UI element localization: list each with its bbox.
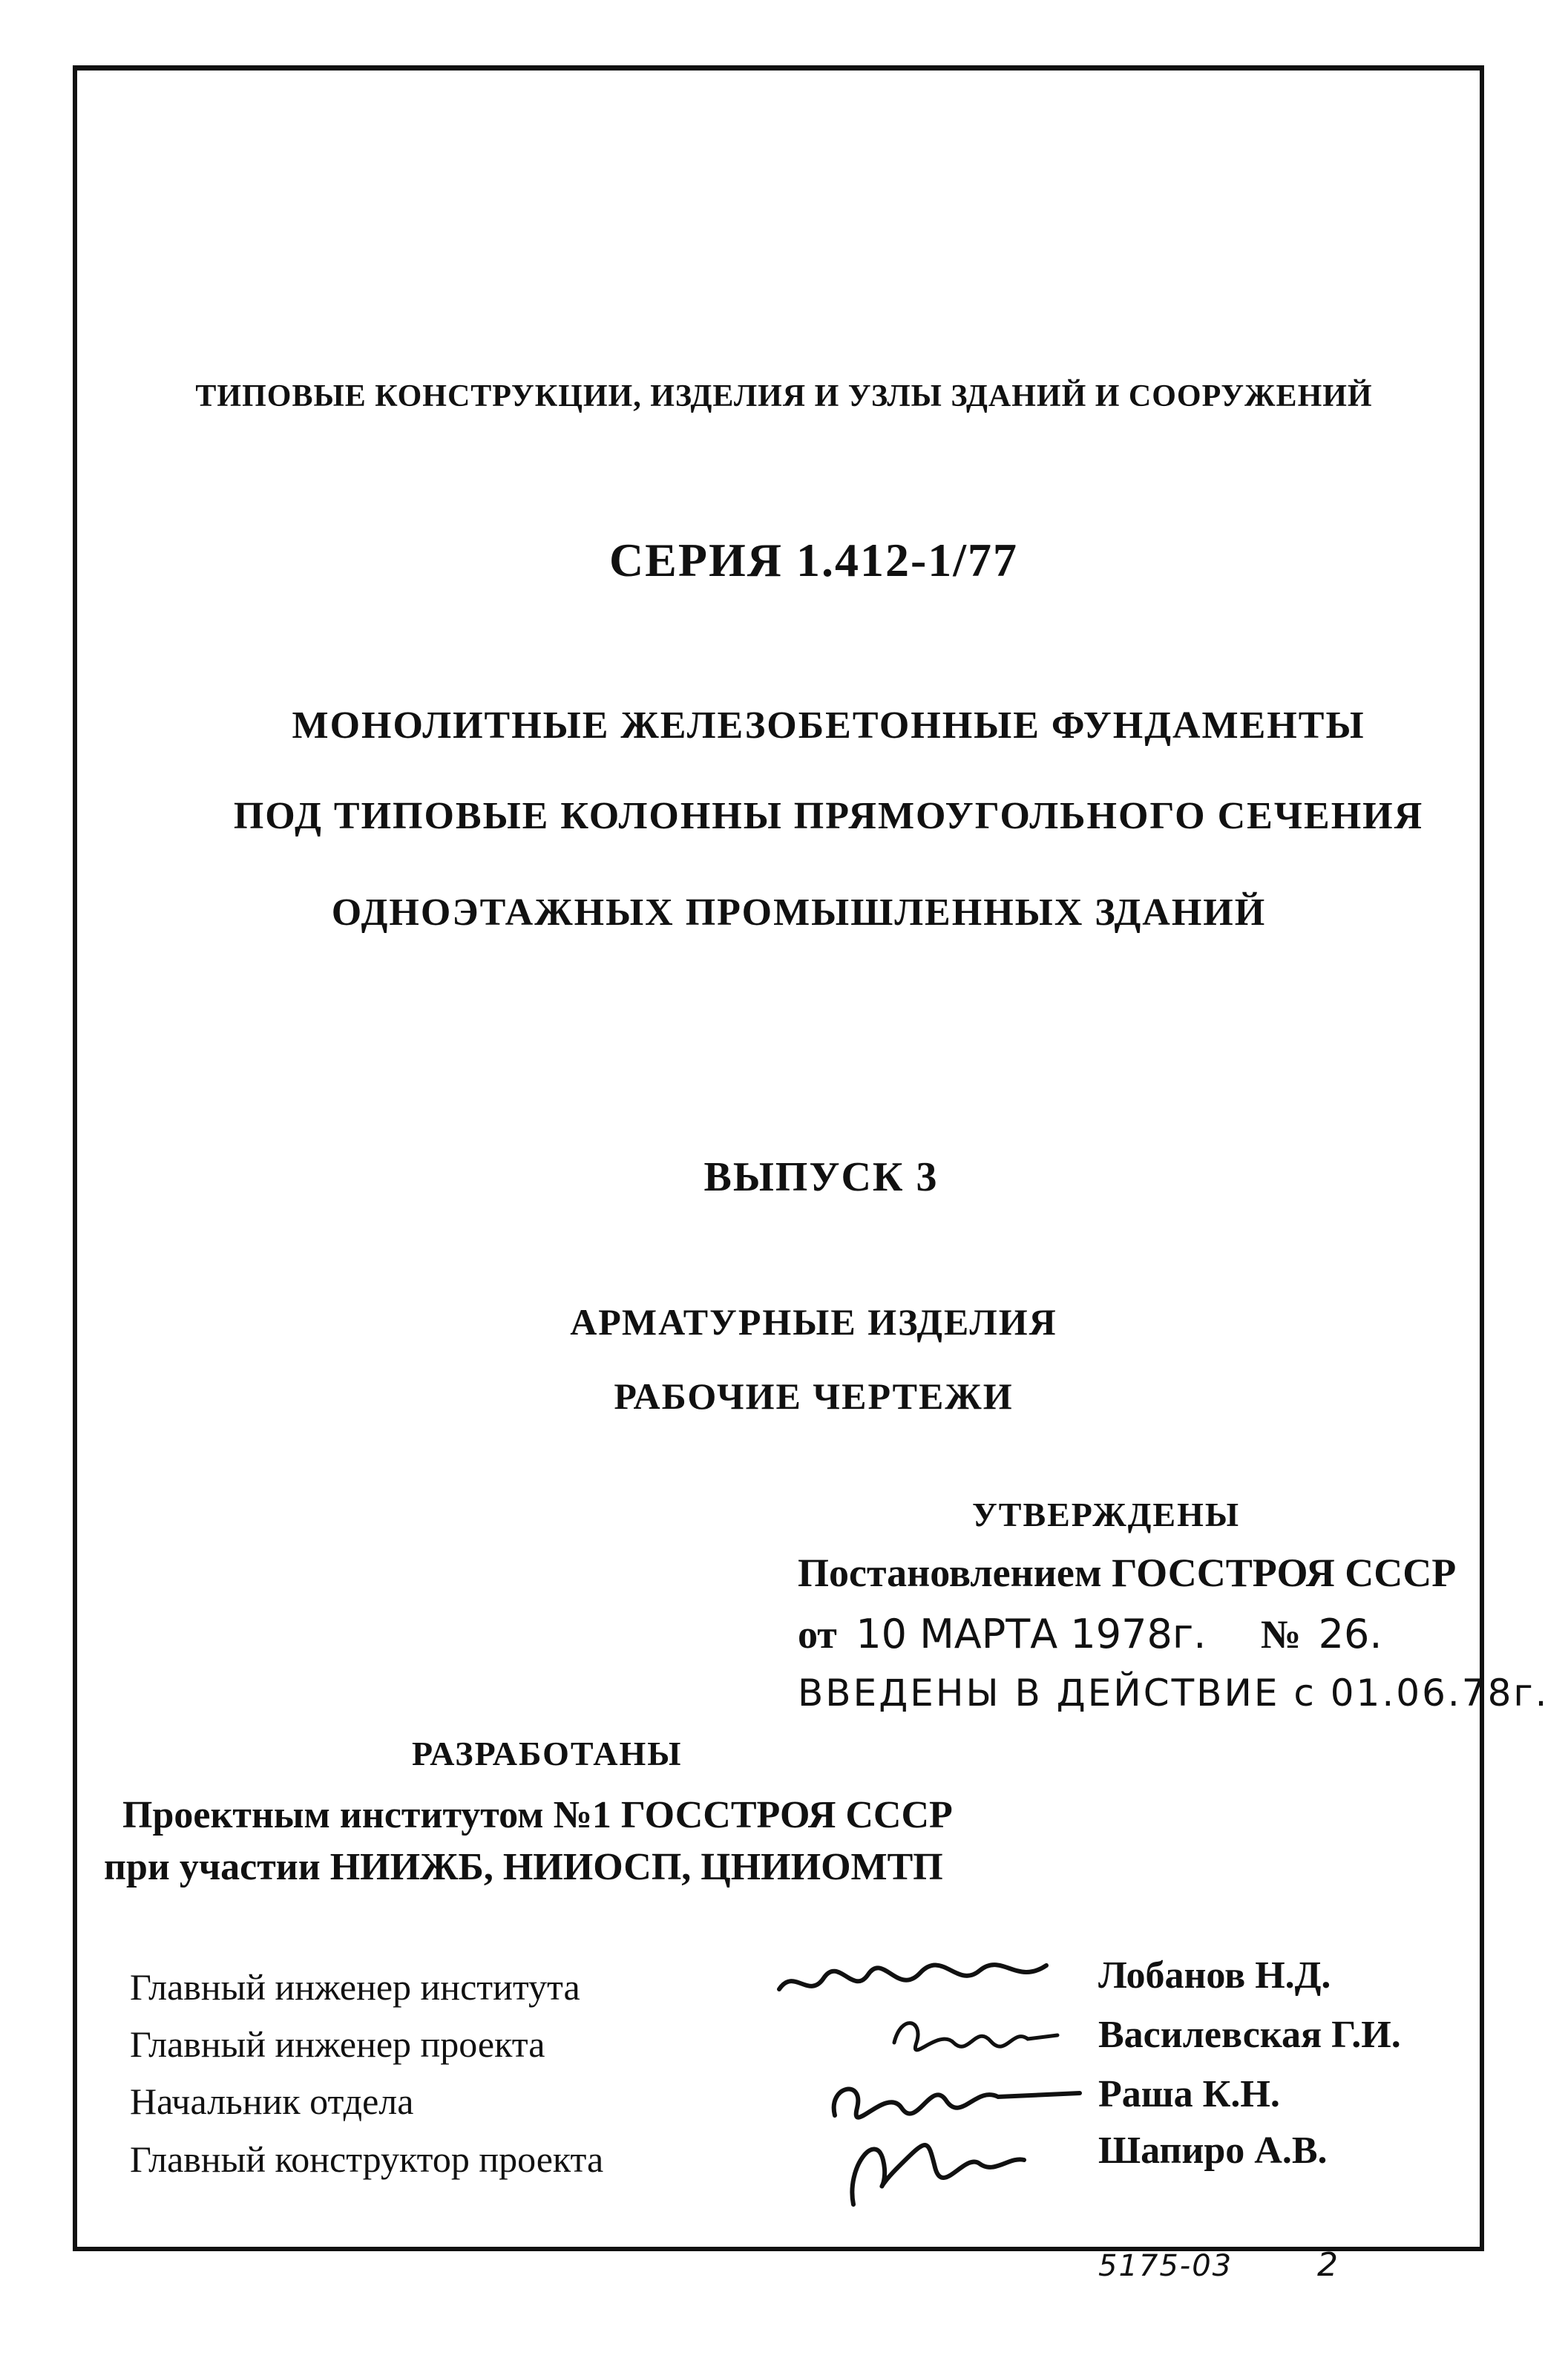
staff-position: Главный инженер института — [130, 1966, 580, 2008]
issue-title-line-1: АРМАТУРНЫЕ ИЗДЕЛИЯ — [570, 1301, 1057, 1343]
subject-line-2: ПОД ТИПОВЫЕ КОЛОННЫ ПРЯМОУГОЛЬНОГО СЕЧЕНИЯ — [233, 795, 1424, 837]
signature-1 — [772, 1945, 1054, 2011]
signature-4 — [824, 2115, 1031, 2212]
staff-name: Раша К.Н. — [1098, 2073, 1280, 2115]
approval-date: 10 МАРТА 1978г. — [856, 1611, 1207, 1657]
approval-date-prefix: от — [798, 1612, 837, 1657]
approval-number-label: № — [1260, 1612, 1302, 1657]
staff-name: Лобанов Н.Д. — [1098, 1954, 1331, 1997]
staff-name: Василевская Г.И. — [1098, 2014, 1401, 2056]
approval-decree: Постановлением ГОССТРОЯ СССР — [798, 1551, 1457, 1595]
issue-number: ВЫПУСК 3 — [703, 1154, 939, 1200]
approval-date-line — [798, 1611, 1382, 1657]
subject-line-3: ОДНОЭТАЖНЫХ ПРОМЫШЛЕННЫХ ЗДАНИЙ — [331, 891, 1267, 934]
approval-heading: УТВЕРЖДЕНЫ — [972, 1496, 1241, 1533]
staff-name: Шапиро А.В. — [1098, 2129, 1328, 2172]
staff-position: Главный инженер проекта — [130, 2023, 545, 2065]
subject-line-1: МОНОЛИТНЫЕ ЖЕЛЕЗОБЕТОННЫЕ ФУНДАМЕНТЫ — [292, 704, 1365, 747]
issue-title-line-2: РАБОЧИЕ ЧЕРТЕЖИ — [614, 1375, 1014, 1417]
developer-heading: РАЗРАБОТАНЫ — [412, 1735, 683, 1772]
staff-position: Начальник отдела — [130, 2080, 414, 2122]
footer-code: 5175-03 — [1098, 2249, 1233, 2283]
staff-position: Главный конструктор проекта — [130, 2138, 604, 2180]
collection-title: ТИПОВЫЕ КОНСТРУКЦИИ, ИЗДЕЛИЯ И УЗЛЫ ЗДАНИЙ И СООРУЖЕНИЙ — [195, 379, 1373, 413]
approval-number: 26. — [1318, 1611, 1382, 1657]
effective-date: ВВЕДЕНЫ В ДЕЙСТВИЕ с 01.06.78г. — [798, 1672, 1549, 1715]
developer-participants: при участии НИИЖБ, НИИОСП, ЦНИИОМТП — [104, 1846, 943, 1888]
footer-page-number: 2 — [1317, 2246, 1338, 2284]
developer-institute: Проектным институтом №1 ГОССТРОЯ СССР — [122, 1794, 953, 1836]
series-number: СЕРИЯ 1.412-1/77 — [608, 534, 1019, 586]
